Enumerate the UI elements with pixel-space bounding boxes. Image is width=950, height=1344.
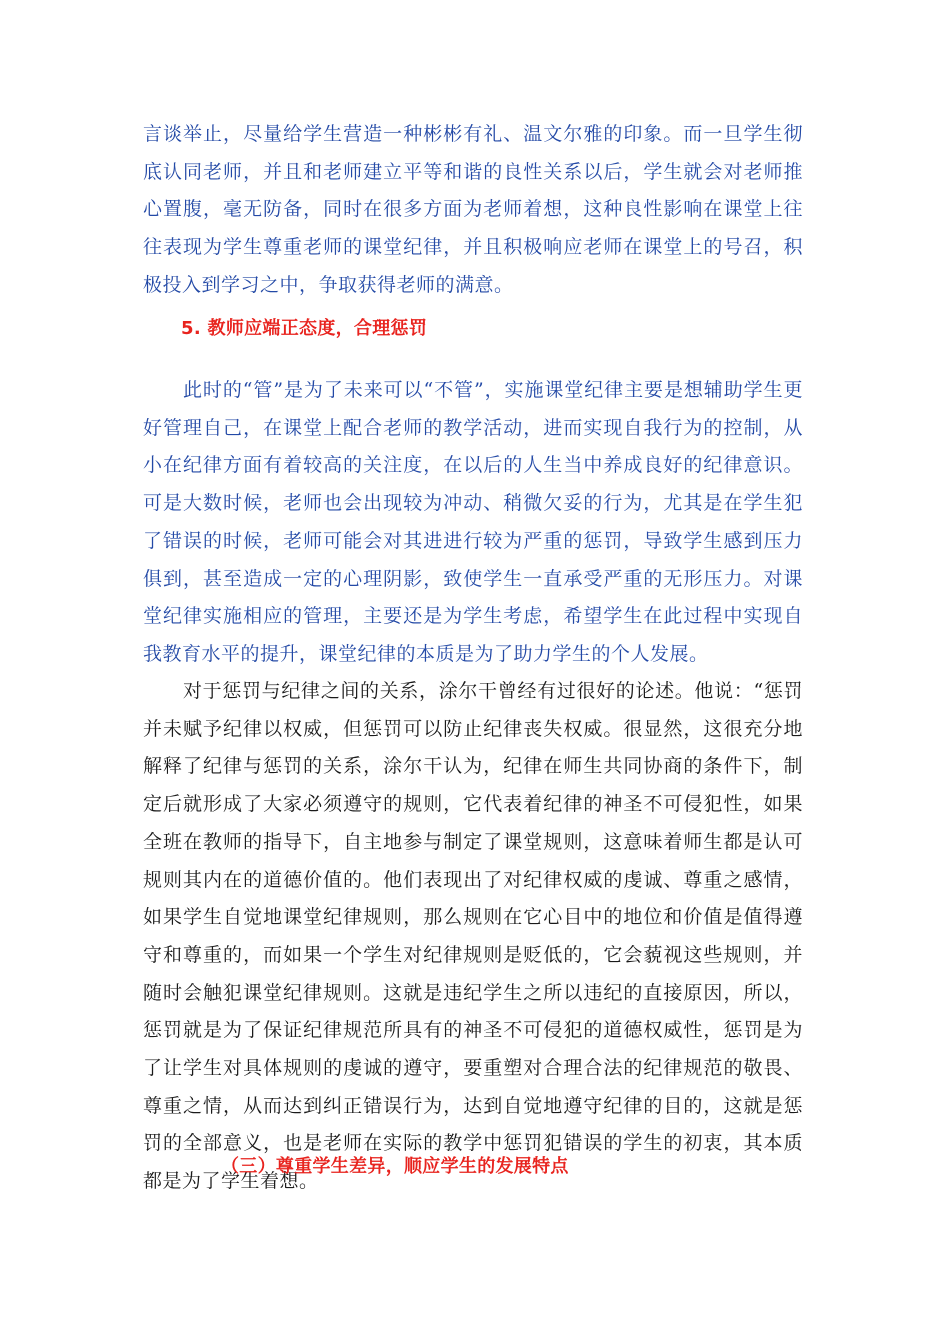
section-heading-5: 5. 教师应端正态度，合理惩罚 bbox=[181, 318, 428, 339]
paragraph-discipline-purpose: 此时的“管”是为了未来可以“不管”，实施课堂纪律主要是想辅助学生更好管理自己，在课堂上配合老师的教学活动，进而实现自我行为的控制，从小在纪律方面有着较高的关注度，在以后的人生当中养成良好的纪律意识。可是大数时候，老师也会出现较为冲动、稍微欠妥的行为，尤其是在学生犯了错误的时候，老师可能会对其进进行较为严重的惩罚，导致学生感到压力俱到，甚至造成一定的心理阴影，致使学生一直承受严重的无形压力。对课堂纪律实施相应的管理，主要还是为学生考虑，希望学生在此过程中实现自我教育水平的提升，课堂纪律的本质是为了助力学生的个人发展。 bbox=[143, 379, 803, 665]
paragraph-durkheim-punishment: 对于惩罚与纪律之间的关系，涂尔干曾经有过很好的论述。他说：“惩罚并未赋予纪律以权威，但惩罚可以防止纪律丧失权威。很显然，这很充分地解释了纪律与惩罚的关系，涂尔干认为，纪律在师生共同协商的条件下，制定后就形成了大家必须遵守的规则，它代表着纪律的神圣不可侵犯性，如果全班在教师的指导下，自主地参与制定了课堂规则，这意味着师生都是认可规则其内在的道德价值的。他们表现出了对纪律权威的虔诚、尊重之感情，如果学生自觉地课堂纪律规则，那么规则在它心目中的地位和价值是值得遵守和尊重的，而如果一个学生对纪律规则是贬低的，它会藐视这些规则，并随时会触犯课堂纪律规则。这就是违纪学生之所以违纪的直接原因，所以，惩罚就是为了保证纪律规范所具有的神圣不可侵犯的道德权威性，惩罚是为了让学生对具体规则的虔诚的遵守，要重塑对合理合法的纪律规范的敬畏、尊重之情，从而达到纠正错误行为，达到自觉地遵守纪律的目的，这就是惩罚的全部意义，也是老师在实际的教学中惩罚犯错误的学生的初衷，其本质都是为了学生着想。 bbox=[143, 680, 803, 1193]
paragraph-teacher-image: 言谈举止，尽量给学生营造一种彬彬有礼、温文尔雅的印象。而一旦学生彻底认同老师，并且和老师建立平等和谐的良性关系以后，学生就会对老师推心置腹，毫无防备，同时在很多方面为老师着想，这种良性影响在课堂上往往表现为学生尊重老师的课堂纪律，并且积极响应老师在课堂上的号召，积极投入到学习之中，争取获得老师的满意。 bbox=[143, 123, 803, 296]
section-heading-3: （三）尊重学生差异，顺应学生的发展特点 bbox=[221, 1156, 569, 1177]
